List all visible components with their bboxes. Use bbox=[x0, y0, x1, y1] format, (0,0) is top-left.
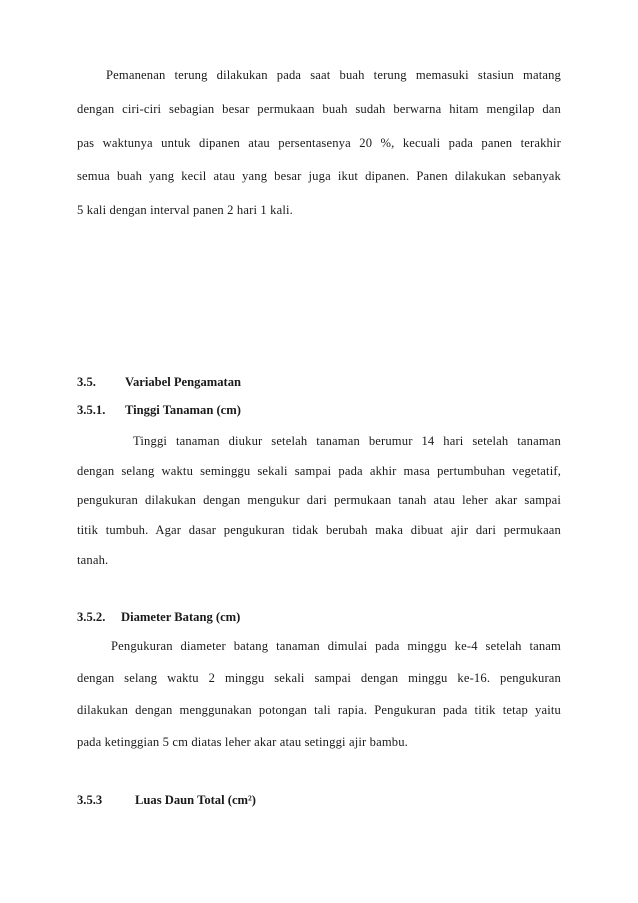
section-title: Luas Daun Total (cm²) bbox=[135, 793, 256, 807]
paragraph-1-line-4: semua buah yang kecil atau yang besar juga ikut dipanen. Panen dilakukan sebanyak bbox=[77, 169, 561, 183]
section-3-5-2-line-1: Pengukuran diameter batang tanaman dimulai pada minggu ke-4 setelah tanam bbox=[111, 639, 561, 653]
section-3-5-2-line-3: dilakukan dengan menggunakan potongan tali rapia. Pengukuran pada titik tetap yaitu bbox=[77, 703, 561, 717]
section-title: Tinggi Tanaman (cm) bbox=[125, 403, 241, 417]
paragraph-1-line-1: Pemanenan terung dilakukan pada saat buah terung memasuki stasiun matang bbox=[106, 68, 561, 82]
section-3-5-2-line-2: dengan selang waktu 2 minggu sekali sampai dengan minggu ke-16. pengukuran bbox=[77, 671, 561, 685]
section-3-5-2-heading bbox=[77, 609, 241, 625]
section-3-5-1-line-5: tanah. bbox=[77, 553, 109, 567]
section-number: 3.5.3 bbox=[77, 793, 103, 807]
section-number: 3.5. bbox=[77, 375, 96, 389]
section-3-5-1-line-4: titik tumbuh. Agar dasar pengukuran tidak berubah maka dibuat ajir dari permukaan bbox=[77, 523, 561, 537]
section-3-5-1-heading bbox=[77, 402, 241, 418]
paragraph-1-line-5: 5 kali dengan interval panen 2 hari 1 kali. bbox=[77, 203, 293, 217]
section-3-5-heading bbox=[77, 374, 242, 390]
section-number: 3.5.2. bbox=[77, 610, 106, 624]
paragraph-1-line-3: pas waktunya untuk dipanen atau persentasenya 20 %, kecuali pada panen terakhir bbox=[77, 136, 561, 150]
section-title: Diameter Batang (cm) bbox=[121, 610, 241, 624]
section-3-5-1-line-3: pengukuran dilakukan dengan mengukur dari permukaan tanah atau leher akar sampai bbox=[77, 493, 561, 507]
section-3-5-3-heading bbox=[77, 792, 256, 808]
section-3-5-1-line-2: dengan selang waktu seminggu sekali sampai pada akhir masa pertumbuhan vegetatif, bbox=[77, 464, 561, 478]
paragraph-1-line-2: dengan ciri-ciri sebagian besar permukaan buah sudah berwarna hitam mengilap dan bbox=[77, 102, 561, 116]
section-number: 3.5.1. bbox=[77, 403, 106, 417]
section-3-5-2-line-4: pada ketinggian 5 cm diatas leher akar atau setinggi ajir bambu. bbox=[77, 735, 408, 749]
section-title: Variabel Pengamatan bbox=[125, 375, 242, 389]
section-3-5-1-line-1: Tinggi tanaman diukur setelah tanaman berumur 14 hari setelah tanaman bbox=[133, 434, 561, 448]
